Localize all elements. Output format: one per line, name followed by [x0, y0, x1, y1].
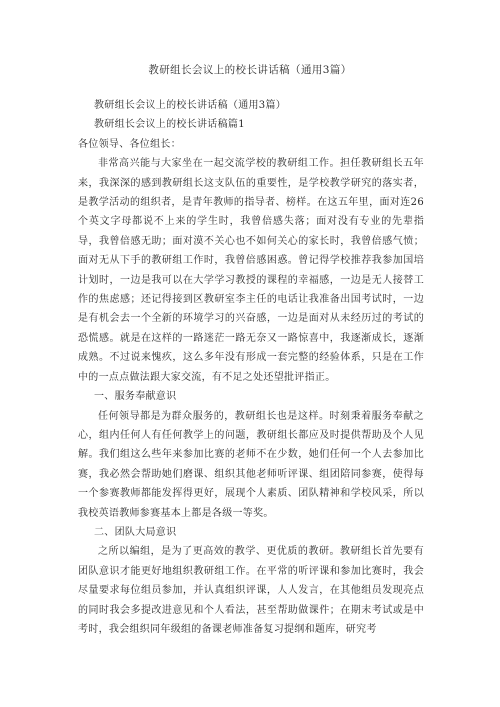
document-body	[78, 96, 424, 639]
document-subheading: 教研组长会议上的校长讲话稿篇1	[94, 119, 245, 131]
document-heading: 教研组长会议上的校长讲话稿（通用3篇）	[94, 100, 287, 111]
section-body-service: 任何领导都是为群众服务的，教研组长也是这样。时刻秉着服务奉献之心，组内任何人有任何教学上的问题，教研组长都应及时提供帮助及个人见解。我们组这么些年来参加比赛的老师不在少数，她们任何一个人去参加比赛，我必然会帮助她们磨课、组织其他老师听评课、组团陪同参赛，使得每一个参赛教师都能发挥得更好，展现个人素质、团队精神和学校风采，所以我校英语教师参赛基本上都是各级一等奖。	[78, 410, 424, 519]
section-body-team: 之所以编组，是为了更高效的教学、更优质的教研。教研组长首先要有团队意识才能更好地组织教研组工作。在平常的听评课和参加比赛时，我会尽量要求每位组员参加，并认真组织评课，人人发言，在其他组员发现亮点的同时我会多提改进意见和个人看法，甚至帮助做课件；在期末考试或是中考时，我会组织同年级组的备课老师准备复习提纲和题库，研究考	[78, 546, 424, 635]
paragraph: 非常高兴能与大家坐在一起交流学校的教研组工作。担任教研组长五年来，我深深的感到教研组长这支队伍的重要性，是学校教学研究的落实者，是教学活动的组织者，是青年教师的指导者、榜样。在这五年里，面对连26个英文字母都说不上来的学生时，我曾倍感失落；面对没有专业的先辈指导，我曾倍感无助；面对漠不关心也不如何关心的家长时，我曾倍感气愤；面对无从下手的教研组工作时，我曾倍感困惑。曾记得学校推荐我参加国培计划时，一边是我可以在大学学习教授的课程的幸福感，一边是无人接替工作的焦虑感；还记得接到区教研室李主任的电话让我准备出国考试时，一边是有机会去一个全新的环境学习的兴奋感，一边是面对从未经历过的考试的恐慌感。就是在这样的一路迷茫一路无奈又一路惊喜中，我逐渐成长，逐渐成熟。不过说来愧疚，这么多年没有形成一套完整的经验体系，只是在工作中的一点点做法跟大家交流，有不足之处还望批评指正。	[78, 158, 424, 383]
section-title-team: 二、团队大局意识	[94, 526, 177, 538]
greeting: 各位领导、各位组长：	[78, 138, 181, 150]
page-title: 教研组长会议上的校长讲话稿（通用3篇）	[148, 64, 352, 76]
section-title-service: 一、服务奉献意识	[94, 391, 177, 403]
